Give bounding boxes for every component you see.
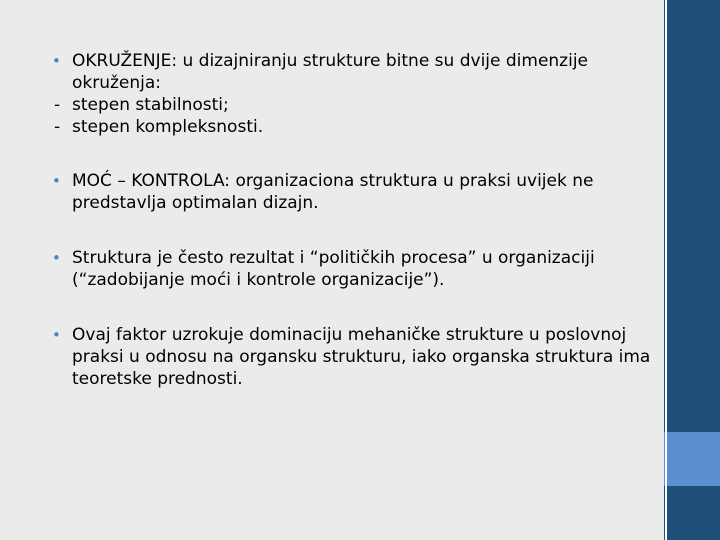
list-item-text: Ovaj faktor uzrokuje dominaciju mehaničke strukture u poslovnoj praksi u odnosu na organsku strukturu, iako organska struktura ima teoretske prednosti.	[72, 325, 651, 389]
list-item-okruzenje	[52, 50, 652, 94]
sub-item-kompleksnost	[52, 116, 652, 138]
list-item-text: MOĆ – KONTROLA: organizaciona struktura u praksi uvijek ne predstavlja optimalan dizajn.	[72, 171, 594, 213]
list-item-mehanicka-struktura	[52, 324, 652, 390]
list-item-text: Struktura je često rezultat i “političkih procesa” u organizaciji (“zadobijanje moći i kontrole organizacije”).	[72, 248, 595, 290]
bullet-icon: •	[52, 249, 61, 267]
dash-marker: -	[54, 117, 61, 137]
list-item-moc-kontrola	[52, 170, 652, 214]
side-band-bottom	[664, 486, 720, 540]
bullet-icon: •	[52, 326, 61, 344]
list-item-text: OKRUŽENJE: u dizajniranju strukture bitne su dvije dimenzije okruženja:	[72, 51, 589, 93]
bullet-list	[52, 50, 652, 390]
list-item-politicki-procesi	[52, 247, 652, 291]
sub-item-text: stepen stabilnosti;	[72, 95, 229, 115]
bullet-icon: •	[52, 52, 61, 70]
dash-marker: -	[54, 95, 61, 115]
sub-item-text: stepen kompleksnosti.	[72, 117, 264, 137]
side-band-divider	[665, 0, 667, 540]
side-band-accent	[664, 432, 720, 486]
bullet-icon: •	[52, 172, 61, 190]
sub-item-stabilnost	[52, 94, 652, 116]
side-band-top	[664, 0, 720, 432]
decorative-side-band	[664, 0, 720, 540]
